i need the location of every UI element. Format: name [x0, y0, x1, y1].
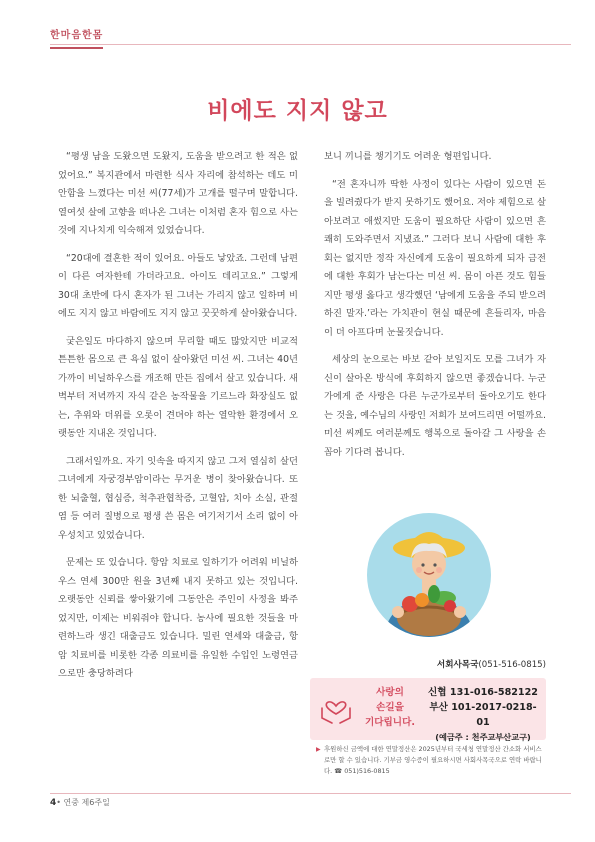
footer-divider — [50, 793, 571, 794]
page-footer — [50, 797, 110, 808]
donation-slogan: 사랑의 손길을 기다립니다. — [365, 687, 415, 728]
paragraph: “20대에 결혼한 적이 있어요. 아들도 낳았죠. 그런데 남편이 다른 여자한테 가더라고요. 아이도 데리고요.” 그렇게 30대 초반에 다시 혼자가 된 그녀는 가리지 않고 일하며 비에도 지지 않고 바람에도 지지 않고 꿋꿋하게 살아왔습니다. — [58, 252, 298, 319]
paragraph: “전 혼자니까 딱한 사정이 있다는 사람이 있으면 돈을 빌려줬다가 받지 못하기도 했어요. 저야 제힘으로 살아보려고 애썼지만 도움이 필요하단 사람이 있으면 흔쾌히 도와주면서 지냈죠.” 그러다 보니 사람에 대한 후회는 없지만 정작 자신에게 도움이 필요하게 되자 금전에 대한 후회가 남는다는 미선 씨. 몸이 아픈 것도 힘들지만 평생 옳다고 생각했던 ‘남에게 도움을 주되 받으려 하진 말자.’라는 가치관이 현실 때문에 흔들리자, 마음이 더 아프다며 눈물짓습니다. — [324, 178, 546, 338]
article-title: 비에도 지지 않고 — [207, 98, 388, 124]
footer-label: • 연중 제6주일 — [56, 798, 110, 807]
contact-phone: (051-516-0815) — [478, 660, 546, 670]
tax-note — [316, 744, 546, 777]
hands-heart-icon — [318, 690, 354, 726]
account-holder: (예금주 : 천주교부산교구) — [435, 732, 531, 742]
contact-org: 서회사목국 — [436, 660, 479, 670]
paragraph: 문제는 또 있습니다. 항암 치료로 일하기가 어려워 비닐하우스 연세 300만 원을 3년째 내지 못하고 있는 것입니다. 오랫동안 신뢰를 쌓아왔기에 그동안은 주인이 사정을 봐주었지만, 이제는 비워줘야 합니다. 농사에 필요한 것들을 마련하느라 생긴 대출금도 있습니다. 밀린 연세와 대출금, 항암 치료비를 비롯한 각종 의료비를 유일한 수입인 노령연금으로만 충당하려다 — [58, 557, 298, 679]
paragraph: 궂은일도 마다하지 않으며 무리할 때도 많았지만 비교적 튼튼한 몸으로 큰 욕심 없이 살아왔던 미선 씨. 그녀는 40년 가까이 비닐하우스를 개조해 만든 집에서 살고 있습니다. 새벽부터 저녁까지 자식 같은 농작물을 기르느라 화장실도 없는, 추위와 더위를 오롯이 견뎌야 하는 열악한 환경에서 오랫동안 지내온 것입니다. — [58, 335, 298, 439]
article-left-column — [58, 148, 298, 693]
farmer-woman-illustration — [364, 510, 494, 640]
paragraph: 세상의 눈으로는 바보 같아 보일지도 모를 그녀가 자신이 살아온 방식에 후회하지 않으면 좋겠습니다. 누군가에게 준 사랑은 다른 누군가로부터 돌아오기도 한다는 것을, 예수님의 사랑인 저희가 보여드리면 어떨까요. 미선 씨께도 여러분께도 행복으로 돌아갈 그 사랑을 손꼽아 기다려 봅니다. — [324, 354, 546, 458]
header-divider — [50, 44, 571, 45]
triangle-bullet-icon: ▶ — [316, 746, 321, 753]
paragraph: 보니 끼니를 챙기기도 어려운 형편입니다. — [324, 151, 492, 162]
paragraph: 그래서일까요. 자기 잇속을 따지지 않고 그저 열심히 살던 그녀에게 자궁경부암이라는 무거운 병이 찾아왔습니다. 또한 뇌출혈, 협심증, 척추관협착증, 고혈압, 치아 소실, 관절염 등 여러 질병으로 평생 쓴 몸은 여기저기서 소리 없이 아우성치고 있었습니다. — [58, 455, 298, 541]
donation-box — [310, 678, 546, 740]
contact-info — [330, 658, 546, 670]
paragraph: “평생 남을 도왔으면 도왔지, 도움을 받으려고 한 적은 없었어요.” 복지관에서 마련한 식사 자리에 참석하는 데도 미안함을 느꼈다는 미선 씨(77세)가 고개를 떨구며 말합니다. 열여섯 살에 고향을 떠나온 그녀는 이처럼 혼자 힘으로 사는 것에 지나치게 익숙해져 있었습니다. — [58, 151, 298, 236]
page-number: 4 — [50, 798, 57, 808]
account-busan: 부산 101-2017-0218-01 — [429, 702, 537, 728]
note-text: 후원하신 금액에 대한 연말정산은 2025년부터 국세청 연말정산 간소화 서비스로만 할 수 있습니다. 기부금 영수증이 필요하시면 사회사목국으로 연락 바랍니다. ☎ 051)516-0815 — [324, 745, 542, 775]
section-header: 한마음한몸 — [50, 26, 103, 49]
donation-accounts — [424, 685, 542, 745]
article-right-column — [324, 148, 546, 471]
account-sinhyup: 신협 131-016-582122 — [428, 687, 538, 698]
